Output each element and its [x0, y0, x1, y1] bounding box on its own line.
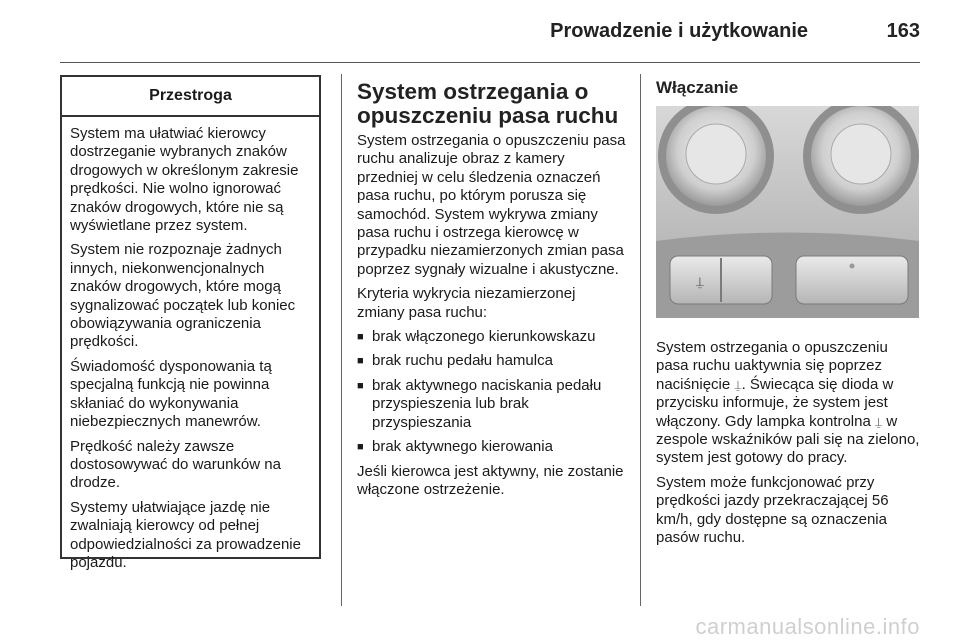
caution-paragraph: System nie rozpoznaje żadnych innych, niekonwencjonalnych znaków drogowych, które mogą sygnalizować początek lub koniec obowiązywania ograniczenia prędkości.	[70, 241, 296, 351]
criteria-list	[357, 328, 627, 456]
caution-paragraph: Prędkość należy zawsze dostosowywać do warunków na drodze.	[70, 437, 281, 492]
bullet-icon: ■	[357, 355, 364, 368]
svg-text:⍊: ⍊	[696, 275, 704, 290]
criteria-intro: Kryteria wykrycia niezamierzonej zmiany pasa ruchu:	[357, 285, 576, 321]
lane-departure-icon: ⍊	[734, 377, 742, 392]
main-column	[357, 80, 627, 505]
bullet-icon: ■	[357, 331, 364, 344]
activation-speed-paragraph: System może funkcjonować przy prędkości jazdy przekraczającej 56 km/h, gdy dostępne są oznaczenia pasów ruchu.	[656, 473, 889, 547]
section-outro: Jeśli kierowca jest aktywny, nie zostanie włączone ostrzeżenie.	[357, 462, 624, 498]
caution-title: Przestroga	[62, 77, 319, 117]
caution-paragraph: Systemy ułatwiające jazdę nie zwalniają kierowcy od pełnej odpowiedzialności za prowadzenie pojazdu.	[70, 498, 301, 571]
list-item: ■ brak aktywnego naciskania pedału przyspieszenia lub brak przyspieszania	[357, 376, 602, 431]
caution-box	[60, 75, 321, 571]
section-heading: System ostrzegania o opuszczeniu pasa ruchu	[357, 79, 619, 128]
activation-column	[656, 78, 924, 553]
bullet-icon: ■	[357, 379, 364, 392]
list-item: ■ brak włączonego kierunkowskazu	[357, 328, 596, 346]
caution-paragraph: System ma ułatwiać kierowcy dostrzeganie wybranych znaków drogowych w określonym zakresie prędkości. Nie wolno ignorować znaków drogowych, które nie są wyświetlane przez system.	[70, 125, 299, 235]
list-item: ■ brak ruchu pedału hamulca	[357, 352, 553, 370]
page-header	[60, 0, 920, 63]
lane-departure-icon: ⍊	[875, 414, 883, 429]
running-title: Prowadzenie i użytkowanie	[550, 20, 808, 42]
dashboard-button-photo	[656, 106, 919, 318]
watermark: carmanualsonline.info	[695, 614, 920, 639]
section-intro: System ostrzegania o opuszczeniu pasa ruchu analizuje obraz z kamery przedniej w celu śledzenia oznaczeń pasa ruchu, po którym porusza się samochód. System wykrywa zmiany pasa ruchu i ostrzega kierowcę w przypadku niezamierzonych zmian pasa poprzez sygnały wizualne i akustyczne.	[357, 132, 626, 278]
column-divider-left	[341, 74, 342, 606]
page-number: 163	[886, 20, 920, 42]
activation-paragraph: System ostrzegania o opuszczeniu pasa ruchu uaktywnia się poprzez naciśnięcie ⍊. Świecąca się dioda w przycisku informuje, że system jest włączony. Gdy lampka kontrolna ⍊ w zespole wskaźników pali się na zielono, system jest gotowy do pracy.	[656, 339, 920, 467]
caution-paragraph: Świadomość dysponowania tą specjalną funkcją nie powinna skłaniać do wykonywania niebezpiecznych manewrów.	[70, 357, 272, 431]
column-divider-right	[640, 74, 641, 606]
bullet-icon: ■	[357, 441, 364, 454]
activation-heading: Włączanie	[656, 78, 739, 97]
list-item: ■ brak aktywnego kierowania	[357, 438, 553, 456]
